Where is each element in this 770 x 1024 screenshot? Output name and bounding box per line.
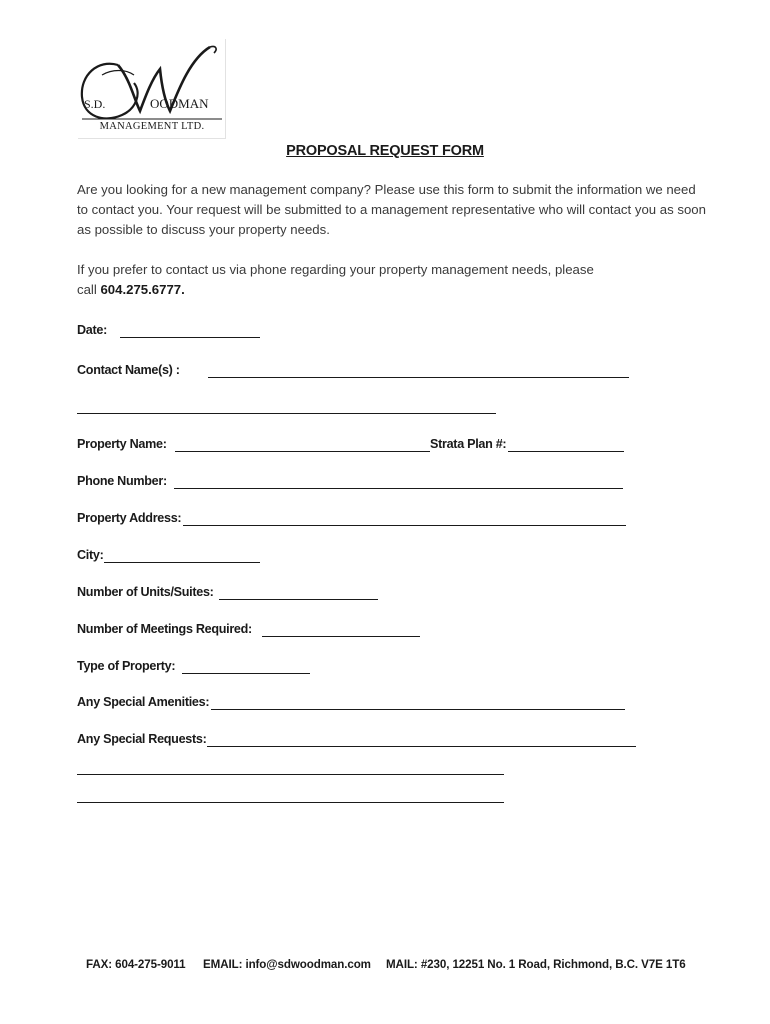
address-label: Property Address: <box>77 511 182 525</box>
phone-prefix: If you prefer to contact us via phone regarding your property management needs, please call <box>77 262 594 297</box>
address-field[interactable] <box>183 525 626 526</box>
requests-field-line-3[interactable] <box>77 802 504 803</box>
strata-plan-field[interactable] <box>508 451 624 452</box>
phone-label: Phone Number: <box>77 474 167 488</box>
amenities-field[interactable] <box>211 709 625 710</box>
phone-paragraph <box>77 260 617 300</box>
contact-names-field-line-2[interactable] <box>77 413 496 414</box>
meetings-label: Number of Meetings Required: <box>77 622 252 636</box>
city-label: City: <box>77 548 104 562</box>
contact-names-label: Contact Name(s) : <box>77 363 180 377</box>
property-name-field[interactable] <box>175 451 430 452</box>
requests-label: Any Special Requests: <box>77 732 207 746</box>
phone-field[interactable] <box>174 488 623 489</box>
company-logo <box>78 39 226 139</box>
requests-field[interactable] <box>207 746 636 747</box>
logo-tagline: MANAGEMENT LTD. <box>99 121 205 132</box>
phone-number: 604.275.6777. <box>100 282 185 297</box>
form-title: PROPOSAL REQUEST FORM <box>286 143 484 159</box>
requests-field-line-2[interactable] <box>77 774 504 775</box>
units-label: Number of Units/Suites: <box>77 585 214 599</box>
property-type-field[interactable] <box>182 673 310 674</box>
footer-fax: FAX: 604-275-9011 <box>86 958 186 971</box>
date-label: Date: <box>77 323 107 337</box>
footer-mail: MAIL: #230, 12251 No. 1 Road, Richmond, B.C. V7E 1T6 <box>386 958 686 971</box>
units-field[interactable] <box>219 599 378 600</box>
intro-paragraph: Are you looking for a new management company? Please use this form to submit the information we need to contact you. Your request will be submitted to a management representative who will contact you as soon as possible to discuss your property needs. <box>77 182 706 237</box>
footer-email: EMAIL: info@sdwoodman.com <box>203 958 371 971</box>
property-type-label: Type of Property: <box>77 659 176 673</box>
property-name-label: Property Name: <box>77 437 167 451</box>
strata-plan-label: Strata Plan #: <box>430 437 507 451</box>
meetings-field[interactable] <box>262 636 420 637</box>
date-field[interactable] <box>120 337 260 338</box>
svg-text:OODMAN: OODMAN <box>150 96 209 111</box>
amenities-label: Any Special Amenities: <box>77 695 210 709</box>
city-field[interactable] <box>104 562 260 563</box>
contact-names-field[interactable] <box>208 377 629 378</box>
svg-text:S.D.: S.D. <box>84 97 106 111</box>
